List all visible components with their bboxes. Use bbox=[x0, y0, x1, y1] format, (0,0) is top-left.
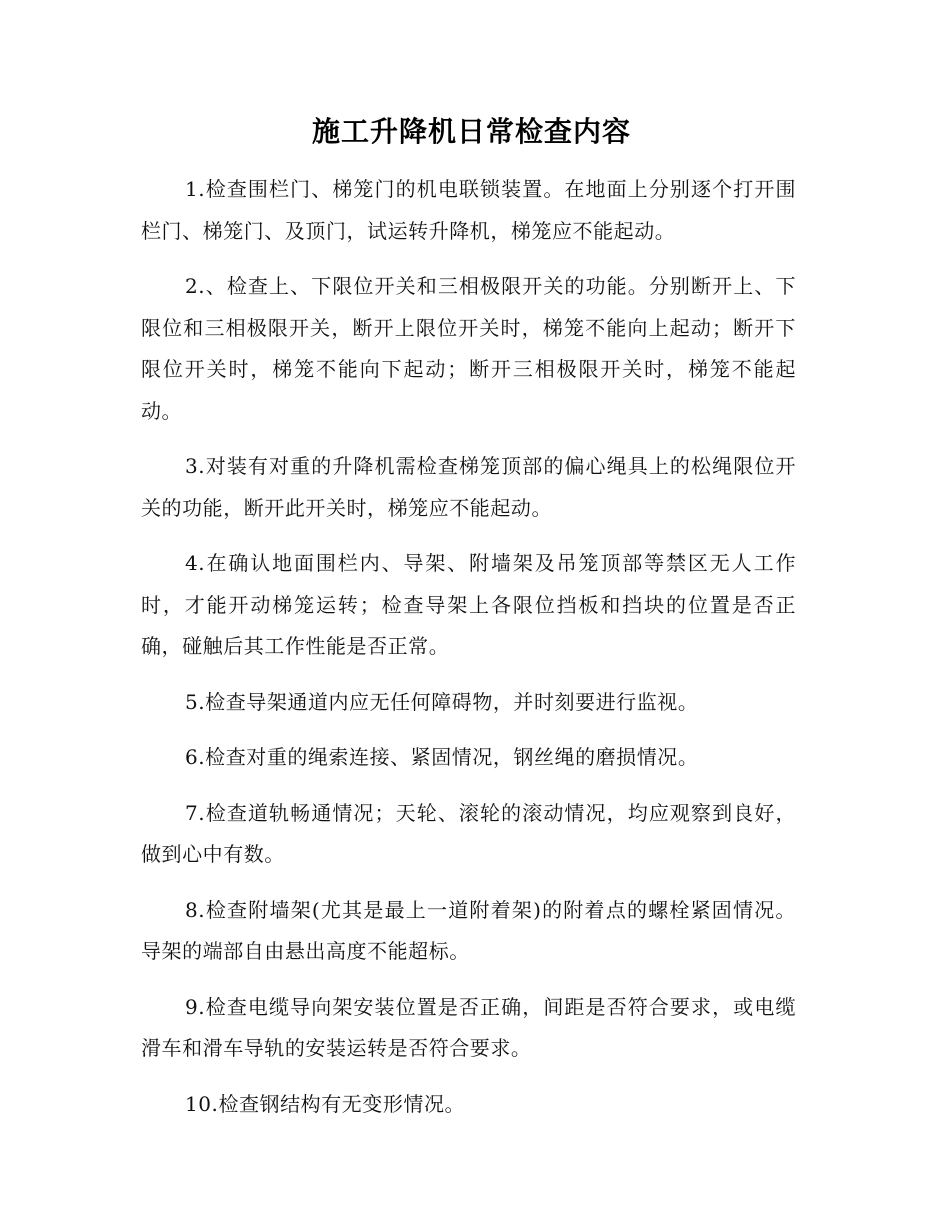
checklist-item-4: 4.在确认地面围栏内、导架、附墙架及吊笼顶部等禁区无人工作时，才能开动梯笼运转；检查导架上各限位挡板和挡块的位置是否正确，碰触后其工作性能是否正常。 bbox=[141, 551, 796, 658]
checklist-item-5: 5.检查导架通道内应无任何障碍物，并时刻要进行监视。 bbox=[185, 689, 699, 714]
checklist-item-1: 1.检查围栏门、梯笼门的机电联锁装置。在地面上分别逐个打开围栏门、梯笼门、及顶门，试运转升降机，梯笼应不能起动。 bbox=[141, 177, 796, 243]
checklist-item-8: 8.检查附墙架(尤其是最上一道附着架)的附着点的螺栓紧固情况。导架的端部自由悬出高度不能超标。 bbox=[141, 897, 796, 963]
checklist-item-7: 7.检查道轨畅通情况；天轮、滚轮的滚动情况，均应观察到良好，做到心中有数。 bbox=[141, 800, 796, 866]
document-page bbox=[141, 108, 796, 1139]
checklist-item-9: 9.检查电缆导向架安装位置是否正确，间距是否符合要求，或电缆滑车和滑车导轨的安装运转是否符合要求。 bbox=[141, 994, 796, 1060]
checklist-item-2: 2.、检查上、下限位开关和三相极限开关的功能。分别断开上、下限位和三相极限开关，断开上限位开关时，梯笼不能向上起动；断开下限位开关时，梯笼不能向下起动；断开三相极限开关时，梯笼不能起动。 bbox=[141, 274, 796, 423]
checklist-item-6: 6.检查对重的绳索连接、紧固情况，钢丝绳的磨损情况。 bbox=[185, 745, 699, 769]
checklist-item-10: 10.检查钢结构有无变形情况。 bbox=[185, 1091, 466, 1116]
document-title: 施工升降机日常检查内容 bbox=[311, 115, 631, 148]
checklist-item-3: 3.对装有对重的升降机需检查梯笼顶部的偏心绳具上的松绳限位开关的功能，断开此开关时，梯笼应不能起动。 bbox=[141, 454, 796, 520]
